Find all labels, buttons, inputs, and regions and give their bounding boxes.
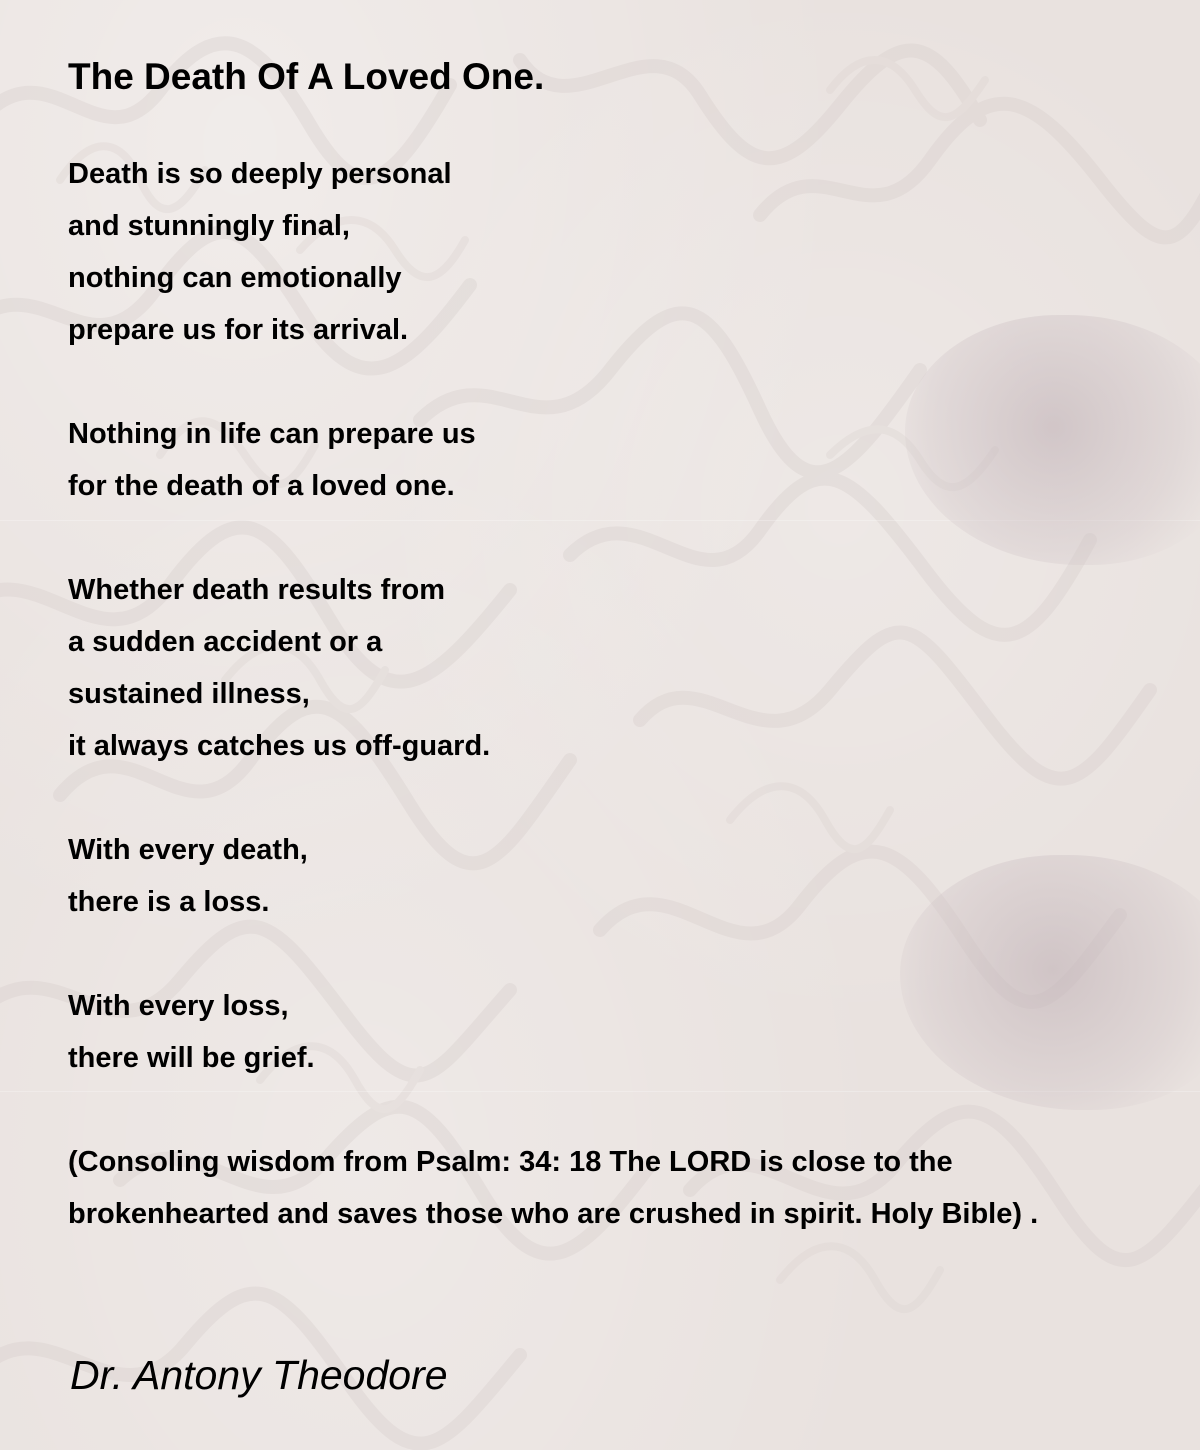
poem-stanza (68, 824, 1098, 928)
poem-line: With every death, (68, 834, 308, 866)
poem-line: Death is so deeply personal (68, 158, 452, 190)
poem-stanza (68, 408, 1098, 512)
poem-body (68, 148, 1098, 1240)
poem-line: prepare us for its arrival. (68, 314, 409, 346)
poem-line: nothing can emotionally (68, 262, 402, 294)
poem-line: and stunningly final, (68, 210, 350, 242)
poem-content (68, 53, 1098, 1269)
poem-line: sustained illness, (68, 678, 310, 710)
poem-line: Whether death results from (68, 574, 446, 606)
poem-line: there will be grief. (68, 1042, 315, 1074)
poem-line: With every loss, (68, 990, 289, 1022)
poem-stanza (68, 148, 1098, 356)
poem-stanza (68, 564, 1098, 772)
poem-title: The Death Of A Loved One. (68, 56, 545, 97)
poem-line: there is a loss. (68, 886, 270, 918)
poem-author: Dr. Antony Theodore (70, 1352, 448, 1398)
poem-line: it always catches us off-guard. (68, 730, 491, 762)
scripture-note: (Consoling wisdom from Psalm: 34: 18 The LORD is close to the brokenhearted and saves those who are crushed in spirit. Holy Bible) . (68, 1146, 1039, 1230)
poem-line: a sudden accident or a (68, 626, 383, 658)
poem-stanza (68, 980, 1098, 1084)
poem-line: Nothing in life can prepare us (68, 418, 476, 450)
poem-line: for the death of a loved one. (68, 470, 455, 502)
